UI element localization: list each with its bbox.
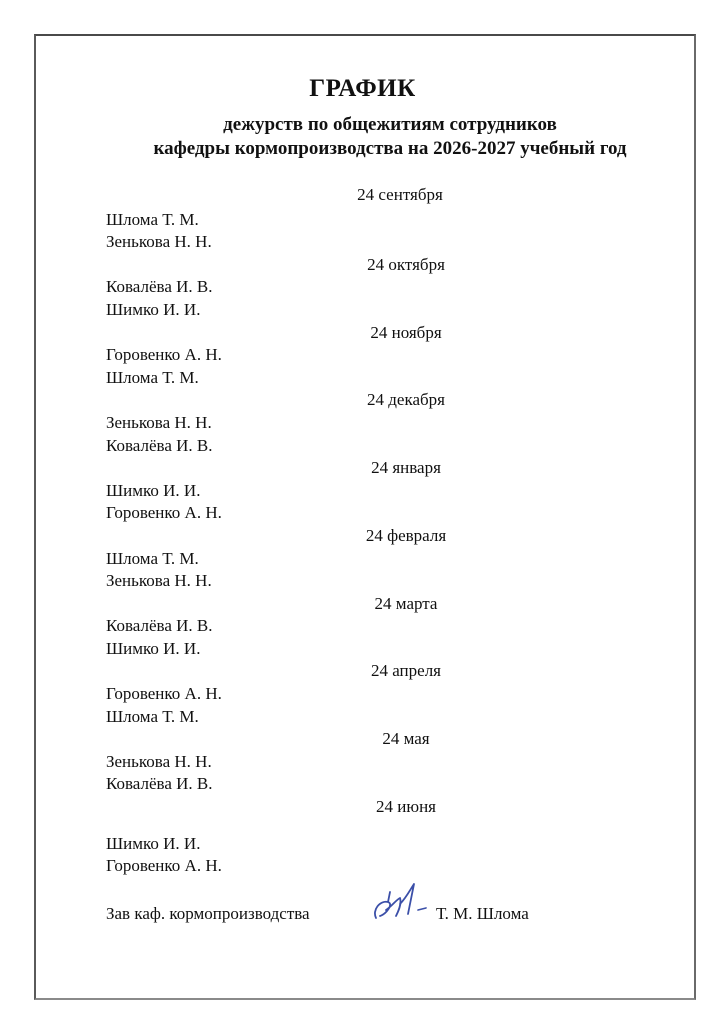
schedule-person: Ковалёва И. В. <box>106 616 213 636</box>
schedule-date: 24 февраля <box>365 525 447 545</box>
document-subtitle-line2: кафедры кормопроизводства на 2026-2027 учебный год <box>153 138 627 159</box>
schedule-date: 24 мая <box>382 729 430 749</box>
schedule-person: Зенькова Н. Н. <box>106 751 212 771</box>
document-subtitle-line1: дежурств по общежитиям сотрудников <box>223 114 557 135</box>
schedule-person: Шлома Т. М. <box>106 209 199 229</box>
schedule-person: Горовенко А. Н. <box>106 503 222 523</box>
schedule-person: Шимко И. И. <box>106 638 201 658</box>
schedule-person: Горовенко А. Н. <box>106 856 222 876</box>
schedule-person: Шлома Т. М. <box>106 548 199 568</box>
schedule-person: Зенькова Н. Н. <box>106 232 212 252</box>
schedule-person: Шимко И. И. <box>106 299 201 319</box>
signer-name: Т. М. Шлома <box>436 904 529 923</box>
schedule-person: Ковалёва И. В. <box>106 435 213 455</box>
schedule-date: 24 марта <box>374 593 438 613</box>
schedule-person: Шлома Т. М. <box>106 367 199 387</box>
schedule-person: Зенькова Н. Н. <box>106 571 212 591</box>
schedule-person: Шлома Т. М. <box>106 706 199 726</box>
schedule-person: Ковалёва И. В. <box>106 277 213 297</box>
duty-schedule <box>106 184 666 878</box>
schedule-person: Шимко И. И. <box>106 833 201 853</box>
schedule-person: Зенькова Н. Н. <box>106 412 212 432</box>
schedule-date: 24 января <box>371 458 441 478</box>
schedule-person: Горовенко А. Н. <box>106 345 222 365</box>
schedule-date: 24 сентября <box>357 185 443 204</box>
schedule-date: 24 ноября <box>370 322 442 342</box>
schedule-date: 24 июня <box>376 797 436 817</box>
schedule-person: Шимко И. И. <box>106 480 201 500</box>
head-position-label: Зав каф. кормопроизводства <box>106 904 310 923</box>
schedule-person: Горовенко А. Н. <box>106 684 222 704</box>
schedule-date: 24 декабря <box>367 390 445 410</box>
schedule-date: 24 октября <box>367 254 445 274</box>
handwritten-signature-icon <box>366 880 430 928</box>
schedule-date: 24 апреля <box>370 661 442 681</box>
schedule-person: Ковалёва И. В. <box>106 774 213 794</box>
document-title: ГРАФИК <box>309 75 416 102</box>
